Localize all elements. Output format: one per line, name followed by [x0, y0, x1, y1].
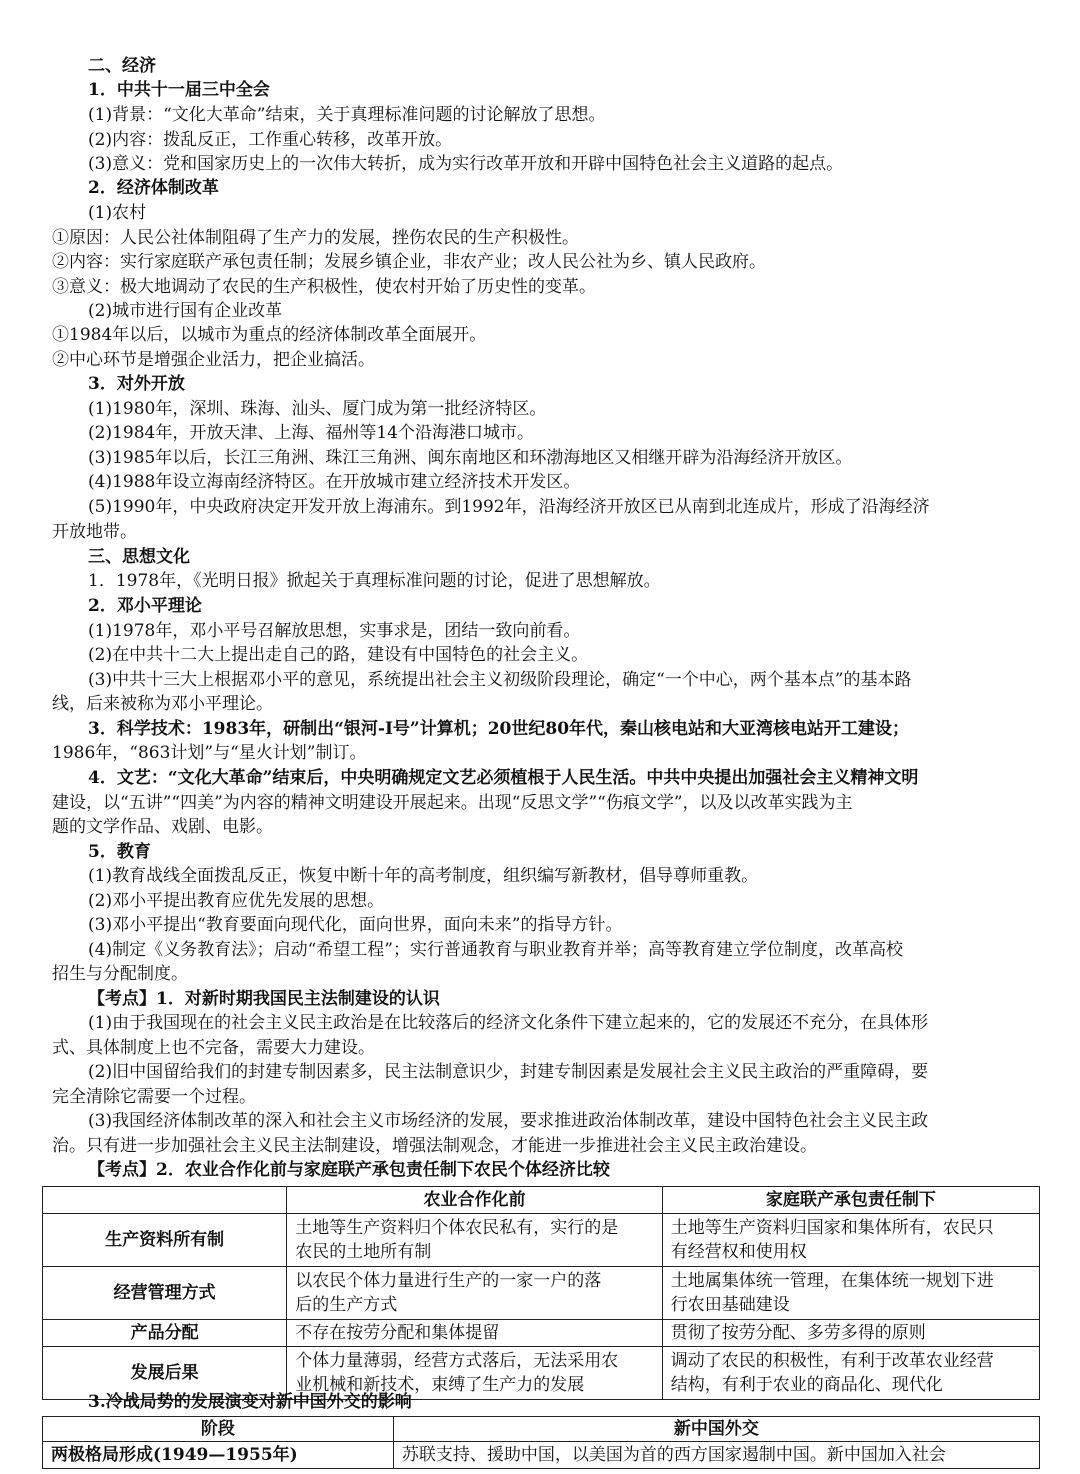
text-line: 招生与分配制度。	[52, 964, 188, 984]
text-line: (1)1978年，邓小平号召解放思想，实事求是，团结一致向前看。	[88, 621, 581, 641]
section-heading: 2．邓小平理论	[88, 596, 202, 616]
text-line: 线，后来被称为邓小平理论。	[52, 694, 273, 714]
text-line: (5)1990年，中央政府决定开发开放上海浦东。到1992年，沿海经济开放区已从南到北连成片，形成了沿海经济	[88, 497, 930, 517]
table2-title: 3.冷战局势的发展演变对新中国外交的影响	[88, 1392, 412, 1412]
table-header-cell: 农业合作化前	[287, 1187, 662, 1214]
table-cell	[287, 1320, 662, 1347]
text-line: ②中心环节是增强企业活力，把企业搞活。	[52, 350, 375, 370]
cell-line: 以农民个体力量进行生产的一家一户的落	[295, 1271, 602, 1291]
text-line: (4)制定《义务教育法》；启动“希望工程”；实行普通教育与职业教育并举；高等教育建立学位制度，改革高校	[88, 940, 903, 960]
cell-line: 不存在按劳分配和集体提留	[295, 1323, 500, 1343]
section-heading: 4．文艺：“文化大革命”结束后，中央明确规定文艺必须植根于人民生活。中共中央提出加强社会主义精神文明	[88, 768, 919, 788]
table-header-cell: 新中国外交	[393, 1417, 1039, 1442]
text-line: (2)1984年，开放天津、上海、福州等14个沿海港口城市。	[88, 423, 534, 443]
cell-line: 调动了农民的积极性，有利于改革农业经营	[670, 1351, 994, 1371]
text-line: (2)旧中国留给我们的封建专制因素多，民主法制意识少，封建专制因素是发展社会主义民主政治的严重障碍，要	[88, 1062, 929, 1082]
cell-line: 土地等生产资料归个体农民私有，实行的是	[295, 1218, 619, 1238]
table-cell	[662, 1214, 1039, 1267]
section-heading: 3．科学技术：1983年，研制出“银河-Ⅰ号”计算机；20世纪80年代，秦山核电站和大亚湾核电站开工建设；	[88, 719, 910, 739]
cell-line: 后的生产方式	[295, 1295, 398, 1315]
text-line: (1)背景：“文化大革命”结束，关于真理标准问题的讨论解放了思想。	[88, 105, 606, 125]
table-cell	[662, 1267, 1039, 1320]
section-heading: 二、经济	[88, 56, 156, 76]
table-header-cell	[43, 1187, 287, 1214]
text-line: (3)我国经济体制改革的深入和社会主义市场经济的发展，要求推进政治体制改革，建设中国特色社会主义民主政	[88, 1111, 929, 1131]
cell-line: 业机械和新技术，束缚了生产力的发展	[295, 1375, 585, 1395]
text-line: (1)教育战线全面拨乱反正，恢复中断十年的高考制度，组织编写新教材，倡导尊师重教。	[88, 866, 759, 886]
text-line: (3)邓小平提出“教育要面向现代化，面向世界，面向未来”的指导方针。	[88, 915, 623, 935]
table-cell	[287, 1267, 662, 1320]
cell-line: 土地等生产资料归国家和集体所有，农民只	[670, 1218, 994, 1238]
table-header-row	[43, 1187, 1040, 1214]
cell-line: 农民的土地所有制	[295, 1242, 432, 1262]
text-line: (3)1985年以后，长江三角洲、珠江三角洲、闽东南地区和环渤海地区又相继开辟为沿海经济开放区。	[88, 448, 853, 468]
table-row	[43, 1442, 1040, 1469]
text-line: 完全清除它需要一个过程。	[52, 1087, 256, 1107]
text-line: 式、具体制度上也不完备，需要大力建设。	[52, 1038, 375, 1058]
table-row	[43, 1320, 1040, 1347]
cell-line: 结构，有利于农业的商品化、现代化	[670, 1375, 943, 1395]
section-heading: 1．中共十一届三中全会	[88, 80, 270, 100]
text-line: (1)由于我国现在的社会主义民主政治是在比较落后的经济文化条件下建立起来的，它的发展还不充分，在具体形	[88, 1013, 929, 1033]
row-label: 发展后果	[43, 1347, 287, 1400]
text-line: 建设，以“五讲”“四美”为内容的精神文明建设开展起来。出现“反思文学”“伤痕文学”，以及以改革实践为主	[52, 793, 853, 813]
diplomacy-cell: 苏联支持、援助中国，以美国为首的西方国家遏制中国。新中国加入社会	[393, 1442, 1039, 1469]
row-label: 经营管理方式	[43, 1267, 287, 1320]
section-heading: 【考点】1．对新时期我国民主法制建设的认识	[88, 989, 440, 1009]
table-row	[43, 1267, 1040, 1320]
table-cell	[662, 1320, 1039, 1347]
text-line: (2)邓小平提出教育应优先发展的思想。	[88, 891, 385, 911]
section-heading: 5．教育	[88, 842, 151, 862]
text-line: 1986年，“863计划”与“星火计划”制订。	[52, 743, 367, 763]
text-line: (2)城市进行国有企业改革	[88, 301, 283, 321]
text-line: (2)在中共十二大上提出走自己的路，建设有中国特色的社会主义。	[88, 645, 589, 665]
section-heading: 三、思想文化	[88, 547, 190, 567]
text-line: 题的文学作品、戏剧、电影。	[52, 817, 273, 837]
text-line: 治。只有进一步加强社会主义民主法制建设，增强法制观念，才能进一步推进社会主义民主政治建设。	[52, 1136, 817, 1156]
table-header-row	[43, 1417, 1040, 1442]
table-header-cell: 阶段	[43, 1417, 394, 1442]
section-heading: 3．对外开放	[88, 374, 185, 394]
cell-line: 个体力量薄弱，经营方式落后，无法采用农	[295, 1351, 619, 1371]
text-line: ①原因：人民公社体制阻碍了生产力的发展，挫伤农民的生产积极性。	[52, 228, 579, 248]
section-heading: 2．经济体制改革	[88, 178, 219, 198]
text-line: 1．1978年，《光明日报》掀起关于真理标准问题的讨论，促进了思想解放。	[88, 571, 661, 591]
table-header-cell: 家庭联产承包责任制下	[662, 1187, 1039, 1214]
text-line: 开放地带。	[52, 522, 137, 542]
cell-line: 土地属集体统一管理，在集体统一规划下进	[670, 1271, 994, 1291]
cell-line: 贯彻了按劳分配、多劳多得的原则	[670, 1323, 926, 1343]
text-line: (1)农村	[88, 203, 147, 223]
stage-cell: 两极格局形成(1949—1955年)	[43, 1442, 394, 1469]
text-line: (1)1980年，深圳、珠海、汕头、厦门成为第一批经济特区。	[88, 399, 547, 419]
cell-line: 行农田基础建设	[670, 1295, 790, 1315]
table-cell	[287, 1214, 662, 1267]
text-line: (2)内容：拨乱反正，工作重心转移，改革开放。	[88, 130, 453, 150]
diplomacy-table	[42, 1416, 1040, 1469]
row-label: 产品分配	[43, 1320, 287, 1347]
text-line: ①1984年以后，以城市为重点的经济体制改革全面展开。	[52, 325, 487, 345]
cell-line: 有经营权和使用权	[670, 1242, 807, 1262]
text-line: (3)意义：党和国家历史上的一次伟大转折，成为实行改革开放和开辟中国特色社会主义道路的起点。	[88, 154, 844, 174]
comparison-table	[42, 1186, 1040, 1400]
row-label: 生产资料所有制	[43, 1214, 287, 1267]
text-line: (4)1988年设立海南经济特区。在开放城市建立经济技术开发区。	[88, 472, 581, 492]
text-line: (3)中共十三大上根据邓小平的意见，系统提出社会主义初级阶段理论，确定“一个中心，两个基本点”的基本路	[88, 670, 912, 690]
text-line: ②内容：实行家庭联产承包责任制；发展乡镇企业，非农产业；改人民公社为乡、镇人民政府。	[52, 252, 766, 272]
text-line: ③意义：极大地调动了农民的生产积极性，使农村开始了历史性的变革。	[52, 277, 596, 297]
table-row	[43, 1214, 1040, 1267]
section-heading: 【考点】2．农业合作化前与家庭联产承包责任制下农民个体经济比较	[88, 1160, 610, 1180]
